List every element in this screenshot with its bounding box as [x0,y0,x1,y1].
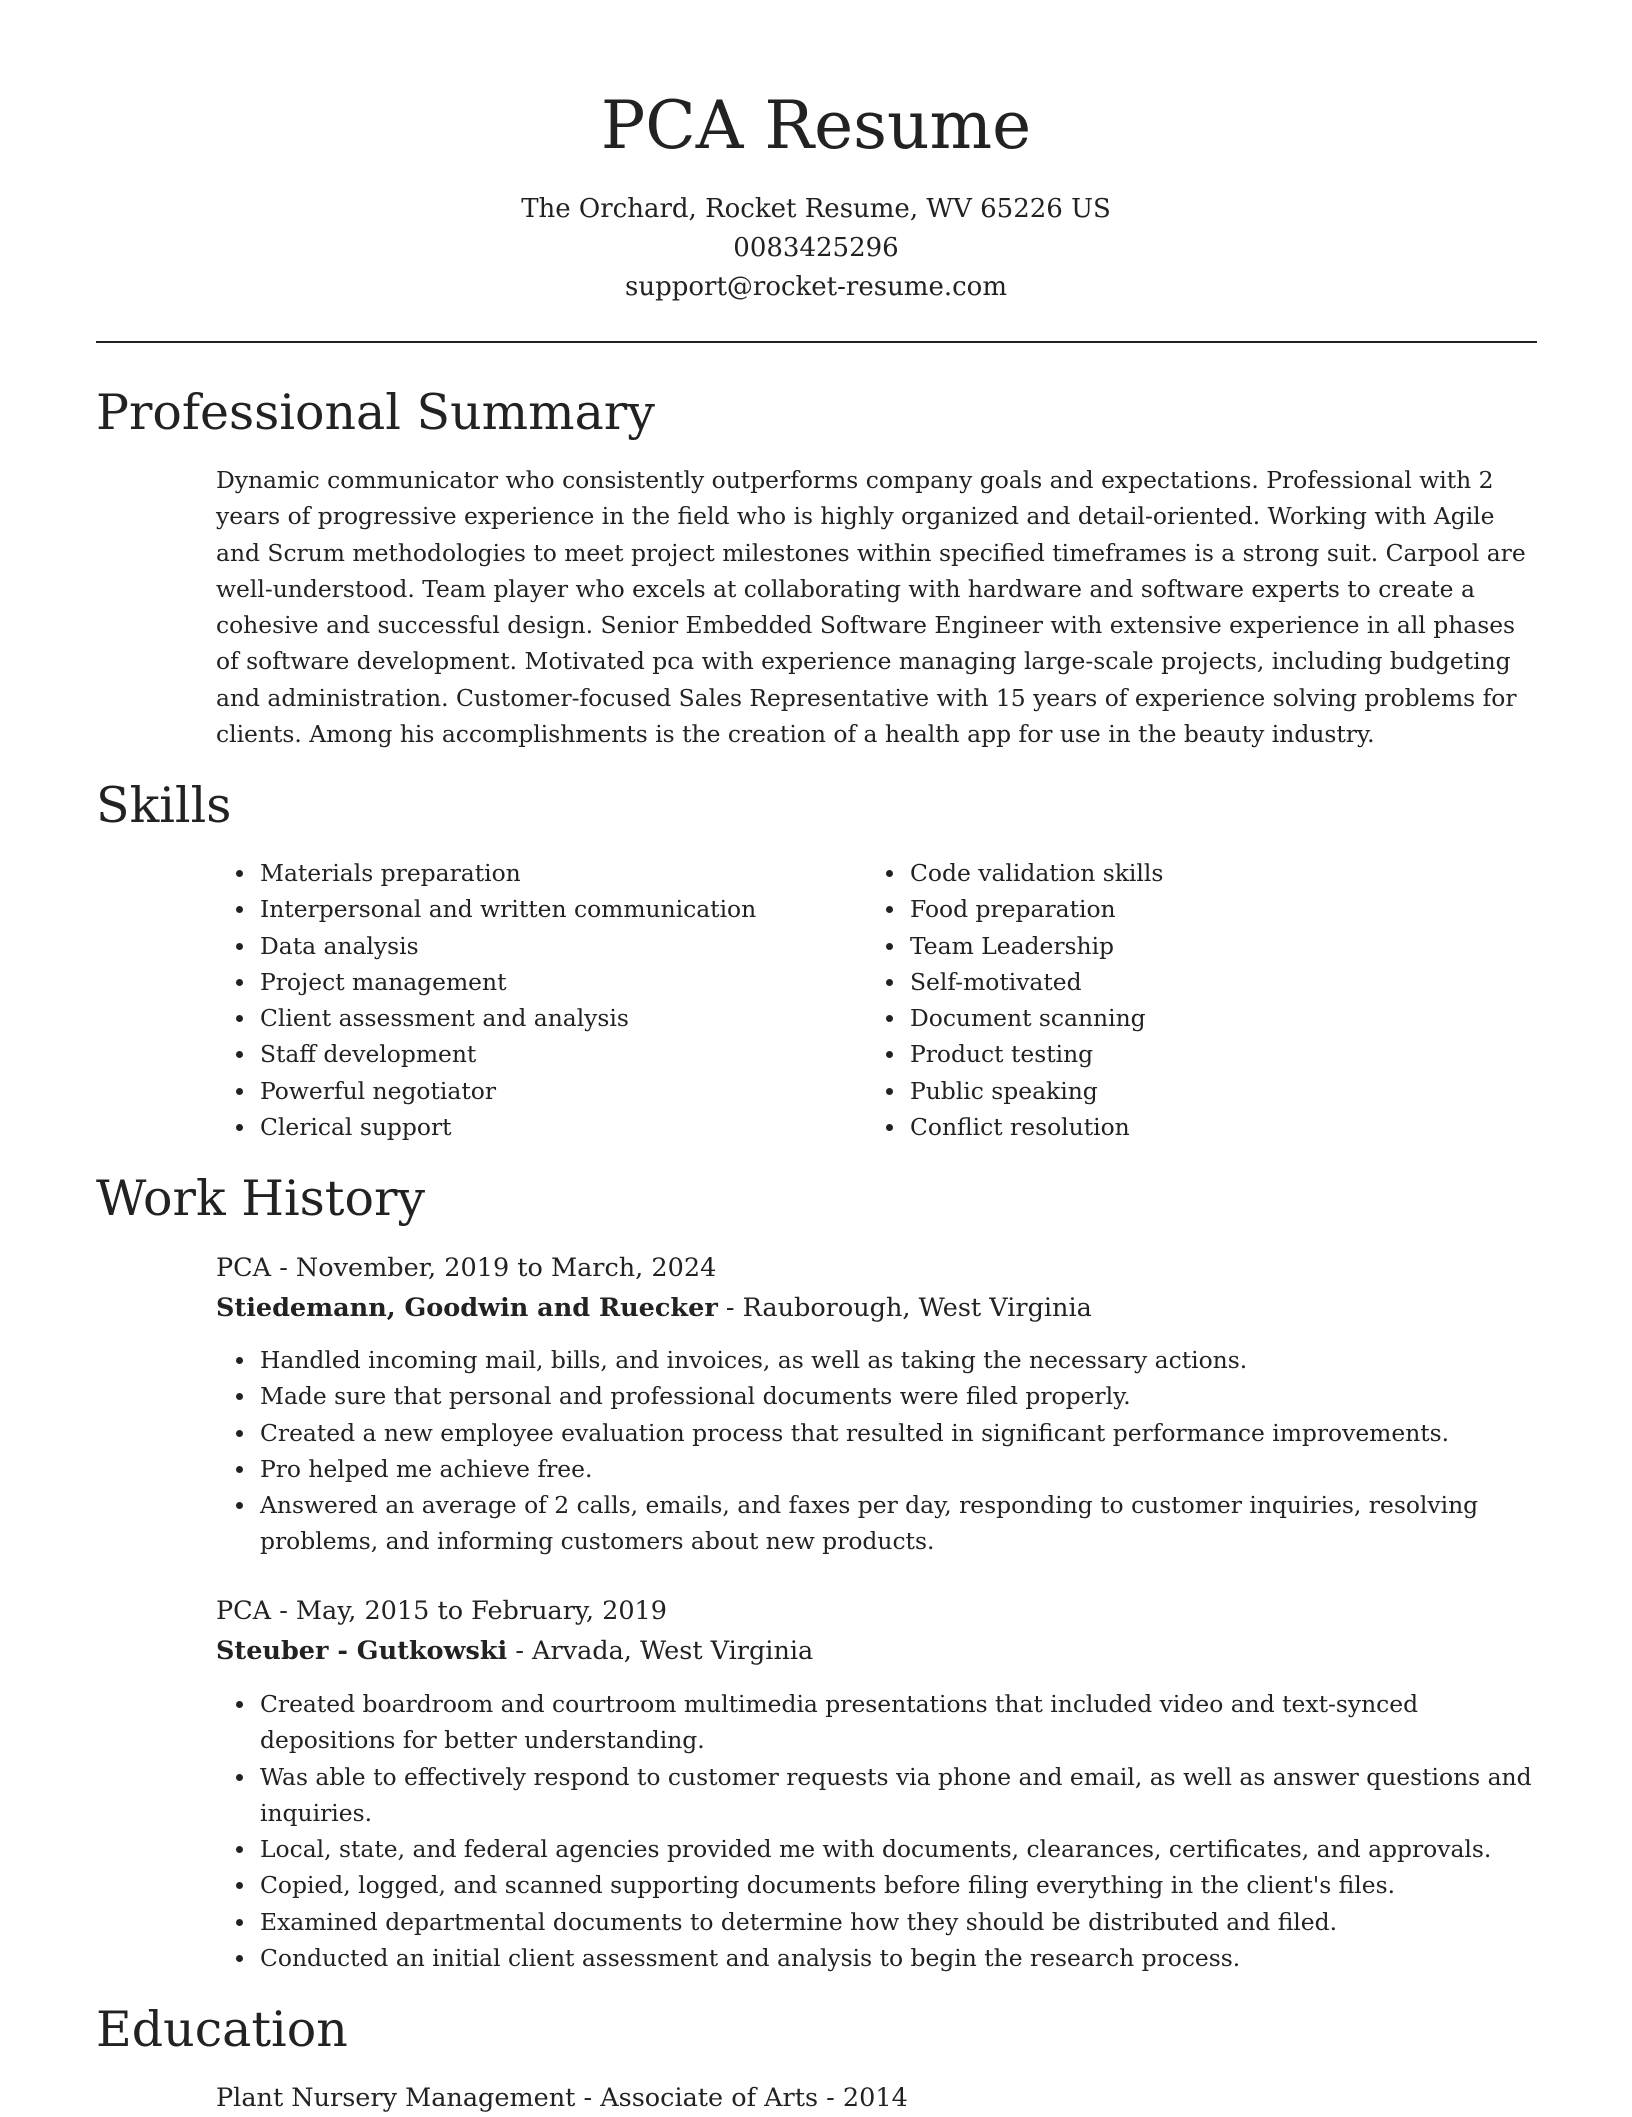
job-duties-list [216,1342,1544,1560]
skill-item: Self-motivated [866,964,1506,1000]
skill-item: Product testing [866,1036,1506,1072]
job-duty-item: Copied, logged, and scanned supporting documents before filing everything in the client's files. [216,1867,1544,1903]
contact-phone: 0083425296 [733,233,899,263]
skill-item: Conflict resolution [866,1109,1506,1145]
summary-text: Dynamic communicator who consistently outperforms company goals and expectations. Professional with 2 years of progressive experience in the field who is highly organized and detail-oriented. Working with Agile and Scrum methodologies to meet project milestones within specified timeframes is a strong suit. Carpool are well-understood. Team player who excels at collaborating with hardware and software experts to create a cohesive and successful design. Senior Embedded Software Engineer with extensive experience in all phases of software development. Motivated pca with experience managing large-scale projects, including budgeting and administration. Customer-focused Sales Representative with 15 years of experience solving problems for clients. Among his accomplishments is the creation of a health app for use in the beauty industry. [216,466,1526,749]
job-duty-item: Created boardroom and courtroom multimedia presentations that included video and text-synced depositions for better understanding. [216,1686,1544,1759]
skill-item: Document scanning [866,1000,1506,1036]
employer-name: Stiedemann, Goodwin and Ruecker [216,1293,718,1323]
job-title-line: PCA - November, 2019 to March, 2024 [216,1253,717,1283]
skill-item: Project management [216,964,856,1000]
job-duty-item: Pro helped me achieve free. [216,1451,1544,1487]
skill-item: Staff development [216,1036,856,1072]
job-duty-item: Handled incoming mail, bills, and invoices, as well as taking the necessary actions. [216,1342,1544,1378]
job-duties-list [216,1686,1544,1976]
job-duty-item: Made sure that personal and professional documents were filed properly. [216,1378,1544,1414]
job-duty-item: Conducted an initial client assessment and analysis to begin the research process. [216,1940,1544,1976]
skills-list-left [216,855,856,1145]
job-duty-item: Examined departmental documents to determine how they should be distributed and filed. [216,1904,1544,1940]
employer-name: Steuber - Gutkowski [216,1636,508,1666]
skill-item: Materials preparation [216,855,856,891]
job-duty-item: Answered an average of 2 calls, emails, and faxes per day, responding to customer inquiries, resolving problems, and informing customers about new products. [216,1487,1544,1560]
job-duty-item: Was able to effectively respond to customer requests via phone and email, as well as answer questions and inquiries. [216,1759,1544,1832]
skill-item: Data analysis [216,928,856,964]
job-title-line: PCA - May, 2015 to February, 2019 [216,1596,668,1626]
skill-item: Client assessment and analysis [216,1000,856,1036]
skill-item: Public speaking [866,1073,1506,1109]
skill-item: Food preparation [866,891,1506,927]
skill-item: Clerical support [216,1109,856,1145]
header-divider [96,341,1537,343]
work-history-heading: Work History [96,1170,426,1227]
summary-heading: Professional Summary [96,384,655,441]
skill-item: Powerful negotiator [216,1073,856,1109]
job-company-line [216,1632,813,1670]
resume-name: PCA Resume [600,87,1032,164]
skills-list-right [866,855,1506,1145]
education-entry: Plant Nursery Management - Associate of Arts - 2014 [216,2083,908,2113]
education-heading: Education [96,2001,348,2058]
skill-item: Code validation skills [866,855,1506,891]
skills-heading: Skills [96,777,232,834]
contact-email[interactable]: support@rocket-resume.com [624,272,1007,302]
contact-address: The Orchard, Rocket Resume, WV 65226 US [521,194,1111,224]
job-duty-item: Local, state, and federal agencies provided me with documents, clearances, certificates, and approvals. [216,1831,1544,1867]
job-location: - Rauborough, West Virginia [717,1293,1092,1323]
job-location: - Arvada, West Virginia [507,1636,814,1666]
skill-item: Team Leadership [866,928,1506,964]
job-duty-item: Created a new employee evaluation process that resulted in significant performance improvements. [216,1415,1544,1451]
skill-item: Interpersonal and written communication [216,891,856,927]
job-company-line [216,1289,1092,1327]
